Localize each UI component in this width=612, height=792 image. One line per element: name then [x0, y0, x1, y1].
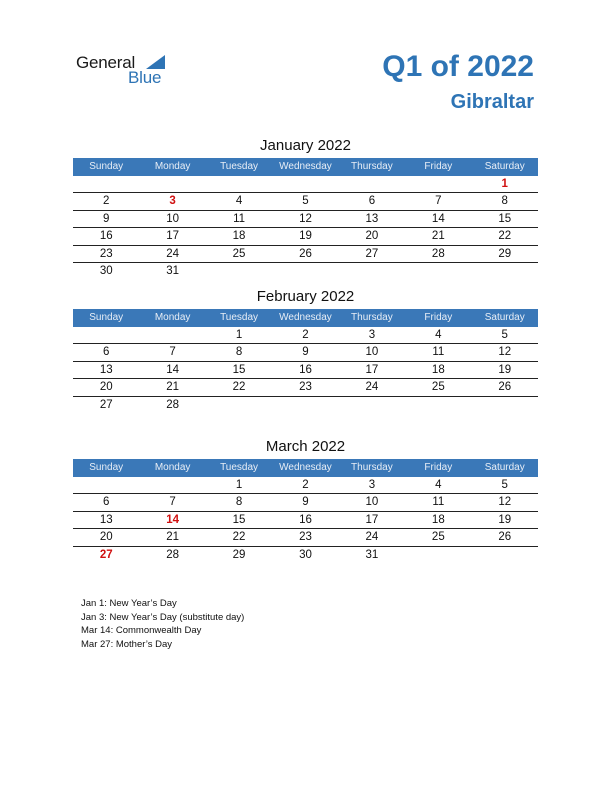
weekday-label: Thursday	[351, 161, 393, 172]
day-cell: 22	[498, 230, 512, 243]
day-cell	[405, 263, 471, 280]
day-cell	[206, 263, 272, 280]
day-cell: 17	[365, 513, 379, 526]
day-cell: 3	[368, 329, 376, 341]
day-cell: 30	[99, 264, 113, 277]
day-cell: 11	[432, 496, 445, 509]
day-cell	[139, 176, 205, 192]
day-cell	[472, 263, 538, 280]
day-cell: 21	[166, 381, 180, 394]
weekday-label: Saturday	[484, 462, 525, 473]
day-cell	[405, 397, 471, 414]
weekday-label: Thursday	[351, 462, 393, 473]
day-cell: 29	[232, 548, 246, 561]
weekday-label: Monday	[154, 462, 191, 473]
day-cell: 12	[299, 212, 312, 225]
day-cell: 27	[365, 247, 379, 260]
day-cell: 16	[299, 363, 312, 376]
day-cell: 28	[166, 548, 180, 561]
day-cell	[272, 263, 338, 280]
brand-logo	[76, 53, 176, 87]
day-cell: 26	[498, 381, 512, 394]
day-cell: 23	[299, 531, 312, 544]
day-cell: 25	[431, 531, 445, 544]
day-cell: 13	[99, 513, 113, 526]
day-cell	[339, 176, 405, 192]
day-cell: 22	[232, 531, 246, 544]
holiday-note: Jan 1: New Year’s Day	[81, 598, 177, 609]
day-cell: 18	[431, 513, 445, 526]
day-cell: 24	[365, 531, 379, 544]
weekday-label: Wednesday	[279, 462, 332, 473]
day-cell: 7	[435, 195, 442, 208]
day-cell: 20	[99, 381, 113, 394]
day-cell: 17	[166, 230, 180, 243]
week-row	[73, 211, 538, 228]
day-cell: 12	[498, 346, 512, 359]
day-cell: 6	[103, 346, 110, 359]
day-cell	[339, 397, 405, 414]
day-cell: 10	[365, 496, 379, 509]
month-calendar	[73, 136, 538, 280]
day-cell: 10	[166, 212, 180, 225]
day-cell: 11	[233, 212, 246, 225]
weekday-label: Sunday	[89, 462, 124, 473]
day-cell: 29	[498, 247, 512, 260]
weekday-label: Tuesday	[220, 462, 259, 473]
holiday-note: Jan 3: New Year’s Day (substitute day)	[81, 611, 245, 623]
day-cell: 25	[232, 247, 246, 260]
day-cell: 27	[99, 398, 113, 411]
week-row	[73, 397, 538, 414]
day-cell: 14	[166, 363, 180, 376]
brand-word-blue: Blue	[128, 68, 162, 87]
week-row	[73, 547, 538, 564]
day-cell: 15	[232, 363, 246, 376]
week-row	[73, 477, 538, 494]
day-cell: 16	[99, 230, 113, 243]
day-cell: 16	[299, 513, 312, 526]
day-cell: 2	[103, 195, 110, 208]
page-title: Q1 of 2022	[382, 50, 534, 83]
weekday-label: Tuesday	[220, 312, 259, 323]
day-cell: 3	[169, 195, 176, 208]
day-cell: 21	[166, 531, 180, 544]
day-cell: 23	[299, 381, 312, 394]
weekday-label: Tuesday	[220, 161, 259, 172]
weekday-label: Monday	[154, 312, 191, 323]
day-cell	[405, 176, 471, 192]
day-cell: 1	[235, 479, 243, 491]
day-cell	[472, 547, 538, 564]
day-cell: 31	[365, 548, 379, 561]
week-row	[73, 494, 538, 511]
day-cell: 28	[166, 398, 180, 411]
weekday-header	[73, 158, 538, 176]
month-title: March 2022	[265, 438, 346, 455]
day-cell: 21	[431, 230, 445, 243]
day-cell: 13	[365, 212, 379, 225]
day-cell: 11	[432, 346, 445, 359]
day-cell: 27	[99, 548, 113, 561]
day-cell: 31	[166, 264, 180, 277]
day-cell: 3	[368, 479, 376, 491]
day-cell: 8	[235, 346, 243, 359]
day-cell: 24	[166, 247, 180, 260]
weekday-label: Friday	[424, 312, 453, 323]
day-cell: 23	[99, 247, 113, 260]
day-cell: 22	[232, 381, 246, 394]
month-title: February 2022	[256, 288, 355, 305]
day-cell: 19	[498, 363, 512, 376]
day-cell	[73, 477, 139, 493]
day-cell: 1	[235, 329, 243, 341]
holiday-note: Mar 14: Commonwealth Day	[81, 625, 202, 636]
day-cell: 20	[365, 230, 379, 243]
holiday-list	[81, 597, 244, 651]
day-cell: 19	[299, 230, 312, 243]
day-cell: 10	[365, 346, 379, 359]
day-cell: 9	[302, 496, 309, 509]
day-cell: 6	[103, 496, 110, 509]
day-cell	[206, 397, 272, 414]
day-cell: 26	[498, 531, 512, 544]
week-row	[73, 344, 538, 361]
week-row	[73, 529, 538, 546]
page-subtitle: Gibraltar	[450, 91, 534, 113]
weekday-label: Sunday	[89, 312, 124, 323]
day-cell: 5	[501, 329, 508, 341]
day-cell	[272, 397, 338, 414]
day-cell: 18	[232, 230, 246, 243]
day-cell: 28	[431, 247, 445, 260]
weekday-label: Thursday	[351, 312, 393, 323]
week-row	[73, 193, 538, 210]
week-row	[73, 263, 538, 280]
day-cell: 4	[435, 329, 442, 341]
day-cell: 19	[498, 513, 512, 526]
day-cell: 2	[302, 479, 309, 491]
day-cell: 1	[501, 178, 508, 190]
day-cell	[339, 263, 405, 280]
day-cell: 17	[365, 363, 379, 376]
day-cell: 30	[299, 548, 312, 561]
weekday-label: Monday	[154, 161, 191, 172]
week-row	[73, 327, 538, 344]
day-cell	[73, 327, 139, 343]
weekday-label: Sunday	[89, 161, 124, 172]
week-row	[73, 512, 538, 529]
day-cell: 25	[431, 381, 445, 394]
week-row	[73, 228, 538, 245]
day-cell: 15	[232, 513, 246, 526]
weekday-label: Saturday	[484, 312, 525, 323]
day-cell	[472, 397, 538, 414]
month-title: January 2022	[260, 137, 351, 154]
day-cell: 24	[365, 381, 379, 394]
day-cell: 9	[103, 212, 110, 225]
day-cell: 14	[431, 212, 445, 225]
day-cell: 5	[302, 195, 309, 208]
day-cell: 4	[235, 195, 243, 208]
day-cell: 15	[498, 212, 512, 225]
day-cell	[206, 176, 272, 192]
day-cell: 14	[166, 513, 180, 526]
day-cell: 12	[498, 496, 512, 509]
weekday-label: Wednesday	[279, 161, 332, 172]
day-cell: 7	[169, 496, 176, 509]
month-calendar	[73, 437, 538, 564]
month-calendar	[73, 287, 538, 414]
weekday-header	[73, 309, 538, 327]
day-cell	[139, 477, 205, 493]
day-cell	[139, 327, 205, 343]
week-row	[73, 379, 538, 396]
weekday-label: Friday	[424, 462, 453, 473]
day-cell	[405, 547, 471, 564]
day-cell: 13	[99, 363, 113, 376]
day-cell: 2	[302, 329, 309, 341]
day-cell: 20	[99, 531, 113, 544]
day-cell: 9	[302, 346, 309, 359]
holiday-note: Mar 27: Mother’s Day	[81, 638, 172, 650]
day-cell: 8	[235, 496, 243, 509]
day-cell: 18	[431, 363, 445, 376]
day-cell: 7	[169, 346, 176, 359]
day-cell: 26	[299, 247, 312, 260]
week-row	[73, 362, 538, 379]
day-cell: 4	[435, 479, 442, 491]
weekday-label: Saturday	[484, 161, 525, 172]
day-cell	[272, 176, 338, 192]
day-cell	[73, 176, 139, 192]
day-cell: 6	[368, 195, 376, 208]
week-row	[73, 176, 538, 193]
weekday-label: Wednesday	[279, 312, 332, 323]
day-cell: 5	[501, 479, 508, 491]
brand-word-general: General	[76, 53, 136, 72]
weekday-header	[73, 459, 538, 477]
day-cell: 8	[501, 195, 508, 208]
weekday-label: Friday	[424, 161, 453, 172]
week-row	[73, 246, 538, 263]
